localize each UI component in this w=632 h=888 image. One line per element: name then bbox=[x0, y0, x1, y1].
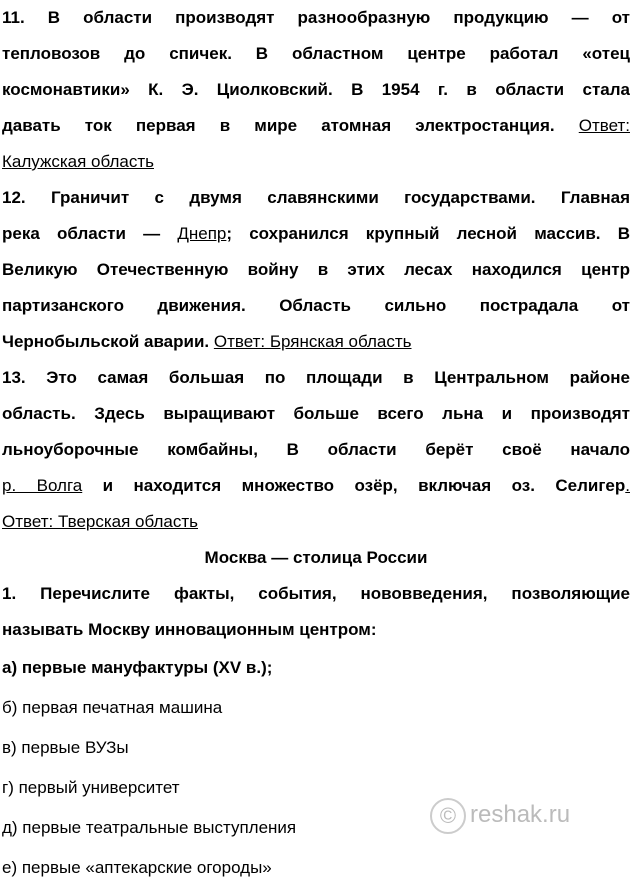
answer-item: д) первые театральные выступления bbox=[2, 818, 297, 837]
question-text: космонавтики» К. Э. Циолковский. В 1954 г. в области стала bbox=[2, 80, 630, 99]
text-line bbox=[2, 360, 630, 396]
watermark-copyright-icon: © bbox=[430, 798, 466, 834]
question-text: 13. Это самая большая по площади в Центральном районе bbox=[2, 368, 630, 387]
watermark: reshak.ru bbox=[470, 801, 571, 828]
question-text: 1. Перечислите факты, события, нововведения, позволяющие bbox=[2, 584, 630, 603]
text-line bbox=[2, 36, 630, 72]
question-text: 12. Граничит с двумя славянскими государствами. Главная bbox=[2, 188, 630, 207]
answer-text: Ответ: Тверская область bbox=[2, 512, 198, 531]
answer-item: в) первые ВУЗы bbox=[2, 738, 129, 757]
section-heading: Москва — столица России bbox=[204, 548, 428, 567]
question-text: область. Здесь выращивают больше всего льна и производят bbox=[2, 404, 630, 423]
text-line bbox=[2, 432, 630, 468]
answer-text: . bbox=[625, 476, 630, 495]
question-block bbox=[2, 360, 630, 540]
question-text: Великую Отечественную войну в этих лесах находился центр bbox=[2, 260, 630, 279]
answer-text: Ответ: bbox=[578, 116, 630, 135]
question-text: давать ток первая в мире атомная электростанция. bbox=[2, 116, 579, 135]
question-text: и находится множество озёр, включая оз. Селигер bbox=[82, 476, 626, 495]
text-line bbox=[2, 396, 630, 432]
question-block bbox=[2, 0, 630, 180]
answer-item: е) первые «аптекарские огороды» bbox=[2, 858, 272, 877]
question-text: река области — bbox=[2, 224, 178, 243]
question-text: ; сохранился крупный лесной массив. В bbox=[226, 224, 630, 243]
question-block bbox=[2, 180, 630, 360]
question-text: Чернобыльской аварии. bbox=[2, 332, 214, 351]
answer-text: Калужская область bbox=[2, 152, 154, 171]
answer-text: р. Волга bbox=[2, 476, 83, 495]
answer-item: г) первый университет bbox=[2, 778, 180, 797]
text-line bbox=[2, 216, 630, 252]
answer-text: Ответ: Брянская область bbox=[213, 332, 412, 351]
text-line bbox=[2, 0, 630, 36]
text-line bbox=[2, 468, 630, 504]
question-text: льноуборочные комбайны, В области берёт своё начало bbox=[2, 440, 630, 459]
text-line bbox=[2, 288, 630, 324]
text-line bbox=[2, 504, 630, 540]
document-page bbox=[2, 0, 630, 888]
text-line bbox=[2, 180, 630, 216]
question-text: 11. В области производят разнообразную продукцию — от bbox=[2, 8, 630, 27]
text-line bbox=[2, 72, 630, 108]
text-line bbox=[2, 108, 630, 144]
question-text: партизанского движения. Область сильно пострадала от bbox=[2, 296, 630, 315]
text-line bbox=[2, 252, 630, 288]
question-text: тепловозов до спичек. В областном центре работал «отец bbox=[2, 44, 630, 63]
text-line bbox=[2, 324, 630, 360]
text-line bbox=[2, 144, 630, 180]
question-text: называть Москву инновационным центром: bbox=[2, 620, 377, 639]
answer-text: Днепр bbox=[177, 224, 227, 243]
answer-item: б) первая печатная машина bbox=[2, 698, 223, 717]
answer-item: а) первые мануфактуры (XV в.); bbox=[2, 658, 273, 677]
